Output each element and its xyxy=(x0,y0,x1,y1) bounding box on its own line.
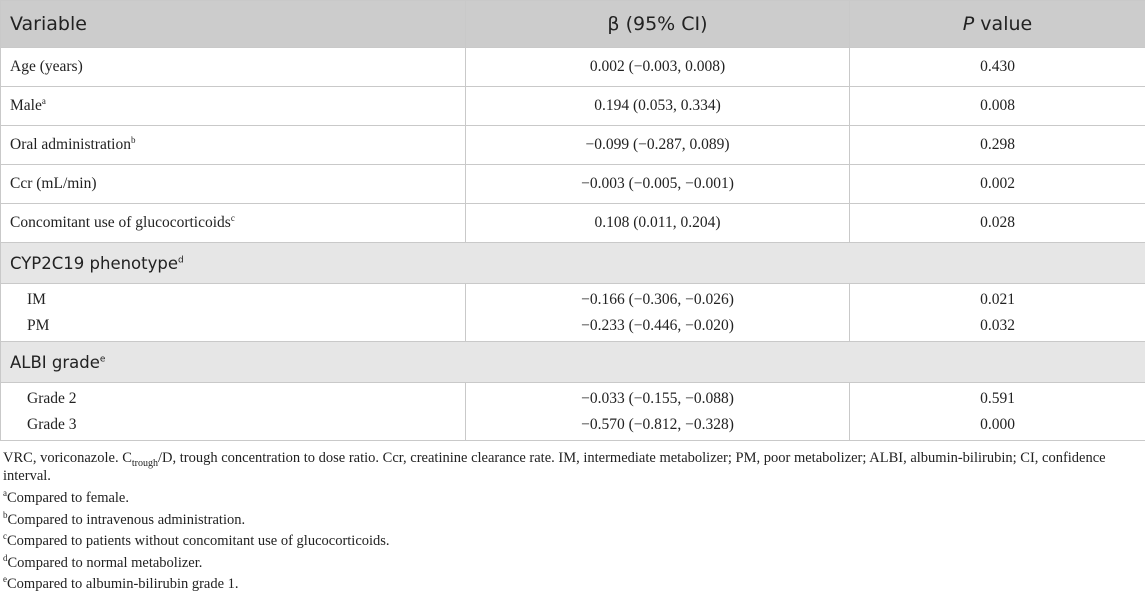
row-beta: 0.108 (0.011, 0.204) xyxy=(466,204,850,243)
row-p: 0.002 xyxy=(850,165,1145,204)
row-variable: Age (years) xyxy=(1,48,466,87)
group-label: ALBI grade$^e$ xyxy=(1,342,1145,383)
row-variable: Male$^a$ xyxy=(1,87,466,126)
footnote-mark: c xyxy=(231,213,235,223)
row-variable: Oral administration$^b$ xyxy=(1,126,466,165)
row-p: 0.008 xyxy=(850,87,1145,126)
table-notes xyxy=(3,450,1138,598)
footnote: $^b$Compared to intravenous administration. xyxy=(3,512,1138,530)
table-row xyxy=(1,204,1145,243)
row-p: 0.298 xyxy=(850,126,1145,165)
row-p: 0.028 xyxy=(850,204,1145,243)
group-label: CYP2C19 phenotype$^d$ xyxy=(1,243,1145,284)
row-beta: −0.033 (−0.155, −0.088) −0.570 (−0.812, −0.328) xyxy=(466,383,850,441)
header-p-letter: P xyxy=(963,13,974,35)
row-variable: Ccr (mL/min) xyxy=(1,165,466,204)
footnote-mark: b xyxy=(131,135,136,145)
table-row xyxy=(1,48,1145,87)
abbreviations-note: VRC, voriconazole. $C_{trough}/D$, trough concentration to dose ratio. Ccr, creatinine clearance rate. IM, intermediate metabolizer; PM, poor metabolizer; ALBI, albumin-bilirubin; CI, confidence interval. xyxy=(3,450,1138,485)
row-beta: −0.003 (−0.005, −0.001) xyxy=(466,165,850,204)
table-row xyxy=(1,87,1145,126)
row-p: 0.021 0.032 xyxy=(850,284,1145,342)
header-variable: Variable xyxy=(1,1,466,48)
row-beta: −0.166 (−0.306, −0.026) −0.233 (−0.446, −0.020) xyxy=(466,284,850,342)
footnote: $^c$Compared to patients without concomitant use of glucocorticoids. xyxy=(3,533,1138,551)
row-p: 0.591 0.000 xyxy=(850,383,1145,441)
header-beta: β (95% CI) xyxy=(466,1,850,48)
row-p: 0.430 xyxy=(850,48,1145,87)
footnote-mark: a xyxy=(42,96,46,106)
footnote: $^a$Compared to female. xyxy=(3,490,1138,508)
header-p-rest: value xyxy=(974,13,1032,35)
row-beta: 0.194 (0.053, 0.334) xyxy=(466,87,850,126)
header-p-value xyxy=(850,1,1145,48)
group-header-row xyxy=(1,243,1145,284)
footnote-mark: d xyxy=(178,255,184,265)
row-beta: 0.002 (−0.003, 0.008) xyxy=(466,48,850,87)
row-variable: Grade 2 Grade 3 xyxy=(1,383,466,441)
row-variable: Concomitant use of glucocorticoids$^c$ xyxy=(1,204,466,243)
table-row xyxy=(1,284,1145,342)
footnote: $^e$Compared to albumin-bilirubin grade 1. xyxy=(3,576,1138,594)
footnote: $^d$Compared to normal metabolizer. xyxy=(3,555,1138,573)
footnote-mark: e xyxy=(100,354,106,364)
row-variable: IM PM xyxy=(1,284,466,342)
group-header-row xyxy=(1,342,1145,383)
row-beta: −0.099 (−0.287, 0.089) xyxy=(466,126,850,165)
header-row xyxy=(1,1,1145,48)
table-row xyxy=(1,165,1145,204)
table-row xyxy=(1,126,1145,165)
table-row xyxy=(1,383,1145,441)
